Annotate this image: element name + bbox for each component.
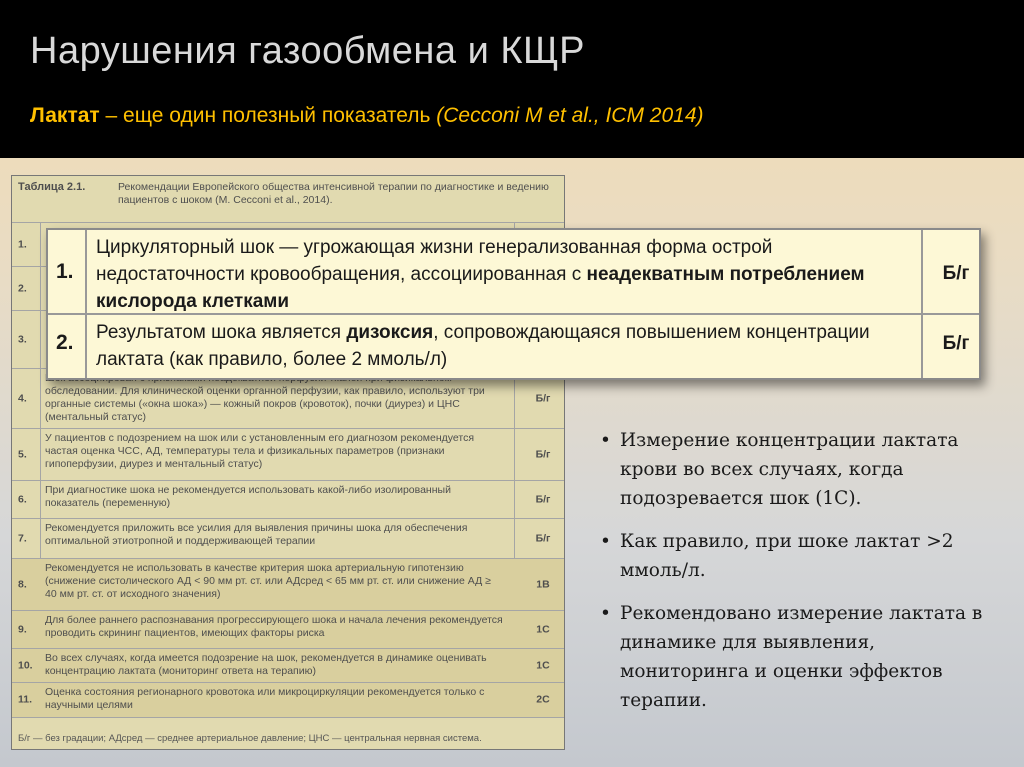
subtitle-keyword: Лактат [30, 104, 100, 127]
row-grade: Б/г [535, 493, 551, 505]
bullet-dot-icon: • [600, 430, 611, 451]
row-text: Рекомендуется не использовать в качестве критерия шока артериальную гипотензию (снижение систолического АД < 90 мм рт. ст. или АДсред < 65 мм рт. ст. или снижение АД ≥ 40 мм рт. ст. от исходного значения) [45, 562, 491, 600]
table-caption-label: Таблица 2.1. [18, 181, 86, 193]
row-number: 8. [18, 578, 27, 590]
table-caption-text: Рекомендации Европейского общества интенсивной терапии по диагностике и ведению пациентов с шоком (M. Cecconi et al., 2014). [118, 181, 549, 206]
table-row [12, 480, 564, 518]
row-text: Для более раннего распознавания прогрессирующего шока и начала лечения рекомендуется проводить скрининг пациентов, имеющих факторы риска [45, 614, 503, 639]
bullet-item [600, 599, 1000, 715]
row-number: 9. [18, 623, 27, 635]
row-number: 3. [18, 333, 27, 345]
row-grade: 1C [536, 623, 550, 635]
row-text: У пациентов с подозрением на шок или с установленным его диагнозом рекомендуется частая оценка ЧСС, АД, температуры тела и физикальных параметров (признаки гипоперфузии, диурез и ментальный статус) [45, 432, 475, 470]
zoom-row [48, 315, 979, 378]
row-number: 2. [18, 282, 27, 294]
zoom-row-number: 1. [56, 260, 74, 283]
table-row [12, 610, 564, 648]
row-text: Рекомендуется приложить все усилия для выявления причины шока для обеспечения оптимальной этиотропной и поддерживающей терапии [45, 522, 468, 547]
row-text: обследовании. Для клинической оценки органной перфузии, как правило, используют три органные системы («окна шока») — кожный покров (кровоток), почки (диурез) и ЦНС (ментальный статус) [45, 385, 485, 423]
row-grade: Б/г [535, 532, 551, 544]
zoom-text-part: Результатом шока является [96, 322, 347, 343]
zoom-row-grade: Б/г [942, 263, 970, 284]
zoom-row-grade: Б/г [942, 333, 970, 354]
zoom-text-part: Циркуляторный шок — угрожающая жизни генерализованная форма острой недостаточности кровообращения, ассоциированная с [96, 237, 773, 285]
slide-title: Нарушения газообмена и КЩР [30, 30, 586, 72]
row-number: 1. [18, 238, 27, 250]
row-grade: 1B [536, 578, 550, 590]
zoom-row-text [96, 234, 916, 315]
bullet-text: Измерение концентрации лактата крови во всех случаях, когда подозревается шок (1С). [620, 430, 959, 509]
subtitle-text: – еще один полезный показатель [99, 104, 437, 127]
row-grade: Б/г [535, 392, 551, 404]
zoom-text-part: , сопровождающаяся повышением концентрации лактата (как правило, более 2 ммоль/л) [96, 322, 870, 370]
table-row [12, 558, 564, 610]
row-number: 6. [18, 493, 27, 505]
slide-header [0, 0, 1024, 158]
table-row [12, 648, 564, 682]
bullet-item [600, 527, 1000, 585]
zoom-text-bold: дизоксия [346, 322, 434, 343]
bullet-text: Рекомендовано измерение лактата в динамике для выявления, мониторинга и оценки эффектов терапии. [620, 603, 983, 711]
table-footnote: Б/г — без градации; АДсред — среднее артериальное давление; ЦНС — центральная нервная система. [18, 733, 482, 744]
row-grade: 1C [536, 659, 550, 671]
row-number: 10. [18, 659, 33, 671]
zoom-text-bold: неадекватным потреблением кислорода клетками [96, 264, 865, 312]
row-text: Во всех случаях, когда имеется подозрение на шок, рекомендуется в динамике оценивать концентрацию лактата (мониторинг ответа на терапию) [45, 652, 487, 677]
row-text: При диагностике шока не рекомендуется использовать какой-либо изолированный показатель (переменную) [45, 484, 451, 509]
row-grade: 2C [536, 693, 550, 706]
row-number: 7. [18, 532, 27, 544]
bullet-text: Как правило, при шоке лактат >2 ммоль/л. [620, 531, 954, 581]
zoom-row [48, 230, 979, 315]
zoomed-table-excerpt [46, 228, 981, 380]
bullet-list [600, 426, 1000, 729]
table-row [12, 682, 564, 718]
table-row [12, 518, 564, 558]
row-text: Оценка состояния регионарного кровотока или микроциркуляции рекомендуется только с научными целями [45, 686, 485, 711]
row-number: 5. [18, 448, 27, 460]
row-grade: Б/г [535, 448, 551, 460]
row-number: 11. [18, 693, 33, 706]
slide-subtitle [30, 104, 704, 128]
bullet-dot-icon: • [600, 603, 611, 624]
row-number: 4. [18, 392, 27, 404]
table-row [12, 428, 564, 480]
zoom-row-number: 2. [56, 331, 74, 354]
zoom-row-text [96, 319, 916, 373]
bullet-item [600, 426, 1000, 513]
bullet-dot-icon: • [600, 531, 611, 552]
subtitle-reference: (Cecconi M et al., ICM 2014) [436, 104, 704, 127]
